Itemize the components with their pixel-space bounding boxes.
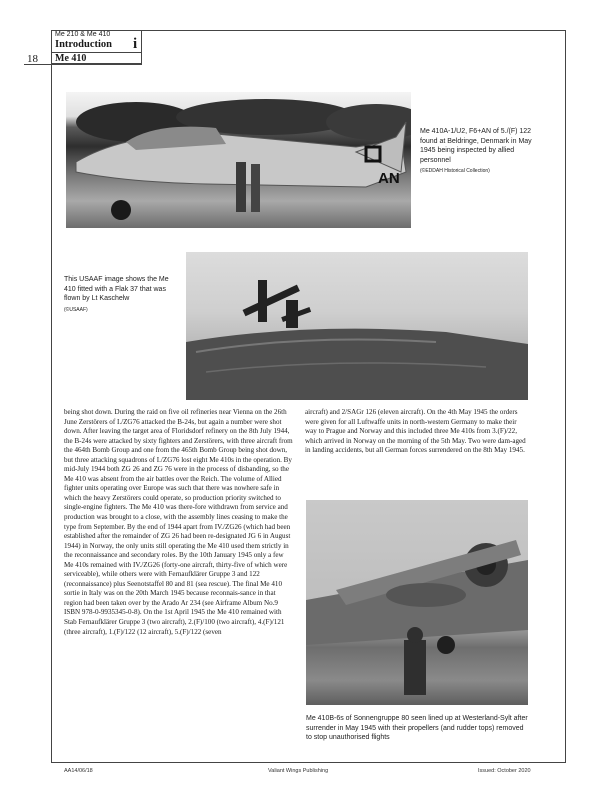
caption-photo-1: [420, 127, 538, 177]
aircraft-photo-icon: [66, 92, 411, 228]
page-number: 18: [27, 53, 38, 65]
caption-text: Me 410A-1/U2, F6+AN of 5./(F) 122 found at Beldringe, Denmark in May 1945 being inspected by allied personnel: [420, 128, 532, 164]
aircraft-photo-icon: [186, 252, 528, 400]
page-number-rule: [24, 64, 142, 65]
caption-text: This USAAF image shows the Me 410 fitted with a Flak 37 that was flown by Lt Kaschelw: [64, 276, 169, 302]
section-subtitle: Me 410: [55, 53, 87, 64]
body-paragraph: being shot down. During the raid on five oil refineries near Vienna on the 26th June Zerstörers of I./ZG76 attacked the B-24s, but again a number were shot down. After leaving the target area of Floridsdorf refinery on the 8th July 1944, the B-24s were attacked by sixty fighters and Zerstörers, with three aircraft from the 464th Bomb Group and one from the 465th Bomb Group being shot down, but three attacking squadrons of I./ZG76 lost eight Me 410s in the operation. By mid-July 1944 both ZG 26 and ZG 76 were in the process of disbanding, so the Me 410 was absent from the air battles over the Reich. The volume of Allied fighter units operating over Europe was such that there was nowhere safe in which the heavy Zerstörers could operate, so production priority switched to single-engine fighters. The Me 410 was there-fore withdrawn from service and production was brought to a close, with the assembly lines ceasing to make the type from September. By the end of 1944 apart from IV./ZG26 (which had been established after the remainder of ZG 26 had been re-designated JG 6 in August 1944) in Norway, the only units still operating the Me 410 used them strictly in the reconnaissance and secondary roles. By the 10th January 1945 only a few Me 410s remained with IV./ZG26 (forty-one aircraft, thirty-five of which were serviceable), while others were with Fernaufklärer Gruppe 3 and 122 (reconnaissance) plus Seenotstaffel 80 and 81 (sea rescue). The final Me 410 sortie in Italy was on the 20th March 1945 because reconnais-sance in that region had been taken over by the Arado Ar 234 (see Airframe Album No.9 ISBN 978-0-9935345-0-8). On the 1st April 1945 the Me 410 remained with Stab Fernaufklärer Gruppe 3 (two aircraft), 2.(F)/100 (two aircraft), 4.(F)/121 (three aircraft), 1.(F)/122 (12 aircraft), 5.(F)/122 (seven: [64, 408, 293, 636]
caption-photo-3: [306, 714, 528, 743]
body-column-1: [64, 408, 294, 637]
footer-issue-date: Issued: October 2020: [478, 768, 531, 774]
photo-credit: (©EDDAH Historical Collection): [420, 168, 490, 174]
series-title: Me 210 & Me 410: [55, 31, 111, 38]
chapter-title: Introduction: [55, 39, 112, 50]
tail-code-text: AN: [378, 170, 400, 187]
photo-me410-beldringe: [66, 92, 411, 228]
info-icon: i: [133, 36, 138, 52]
photo-credit: (©USAAF): [64, 306, 88, 313]
aircraft-photo-icon: [306, 500, 528, 705]
footer-code: AA14/06/18: [64, 768, 93, 774]
footer-publisher: Valiant Wings Publishing: [268, 768, 329, 774]
caption-photo-2: [64, 275, 176, 315]
caption-text: Me 410B-6s of Sonnengruppe 80 seen lined up at Westerland-Sylt after surrender in May 1945 with their propellers (and rudder tops) removed to stop unauthorised flights: [306, 715, 528, 741]
body-column-2: [305, 408, 527, 456]
photo-sylt-lineup: [306, 500, 528, 705]
body-paragraph: aircraft) and 2/SAGr 126 (eleven aircraft). On the 4th May 1945 the orders were given for all Luftwaffe units in north-western Germany to make their way to Prague and Norway and this included three Me 410s from 3.(F)/22, which arrived in Norway on the morning of the 5th May. Two were dam-aged in landing accidents, but all German forces surrendered on the 8th May 1945.: [305, 408, 526, 455]
photo-usaaf-flak37: [186, 252, 528, 400]
